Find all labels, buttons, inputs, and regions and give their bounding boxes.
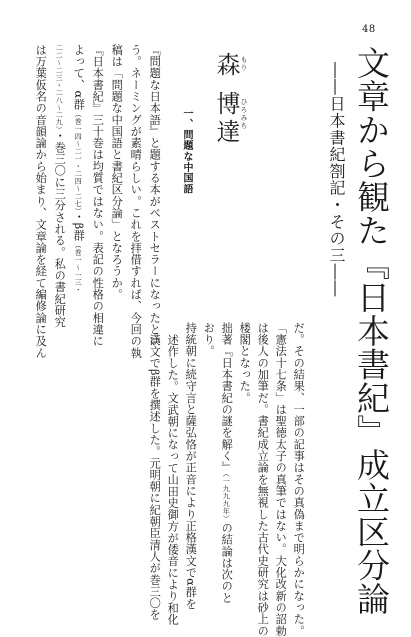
body-column: は後人の加筆だ。書紀成立論を無視した古代史研究は砂上の [256,322,270,637]
body-column: 拙著『日本書紀の謎を解く』（一九九九年）の結論は次のと [220,322,234,604]
section-heading: 一、問題な中国語 [181,108,192,195]
body-column: う。ネーミングが素晴らしい。これを拝借すれば、今回の執 [129,44,143,359]
body-column: 『日本書紀』三十巻は均質ではない。表記の性格の相違に [91,44,105,347]
article-title: 文章から観た『日本書紀』成立区分論 [352,46,391,616]
body-column: 持統朝に続守言と薩弘恪が正音により正格漢文でα群を [184,322,198,610]
author-given-name: 博達 [212,91,240,147]
author-surname-ruby: もり [240,56,248,72]
author-given-ruby: ひろみち [240,98,248,130]
body-column: 楼閣となった。 [238,322,252,404]
article-subtitle: ――日本書紀劄記・その三―― [327,62,346,298]
author-surname: 森 [212,52,240,76]
body-column: 二二～二三・二八～二九）・巻三〇に三分される。私の書紀研究 [53,44,67,328]
body-column: おり。 [202,322,216,357]
body-column: 『問題な日本語』と題する本がベストセラーになったとい [148,44,162,347]
body-column: 「憲法十七条」は聖徳太子の真筆ではない。大化改新の詔勅 [274,322,288,637]
body-column: よって、α群（巻一四～二一・二四～二七）・β群（巻一～一三・ [72,44,86,294]
body-column: は万葉仮名の音韻論から始まり、文章論を経て編修論に及ん [34,44,48,359]
body-column: 稿は「問題な中国語と書紀区分論」となろうか。 [110,44,124,301]
body-column: 漢文でβ群を撰述した。元明朝に紀朝臣清人が巻三〇を [148,334,162,621]
page-number: 48 [362,24,376,35]
body-column: だ。その結果、一部の記事はその真偽まで明らかになった。 [292,322,306,637]
body-column: 述作した。文武朝になって山田史御方が倭音により和化 [166,334,180,626]
